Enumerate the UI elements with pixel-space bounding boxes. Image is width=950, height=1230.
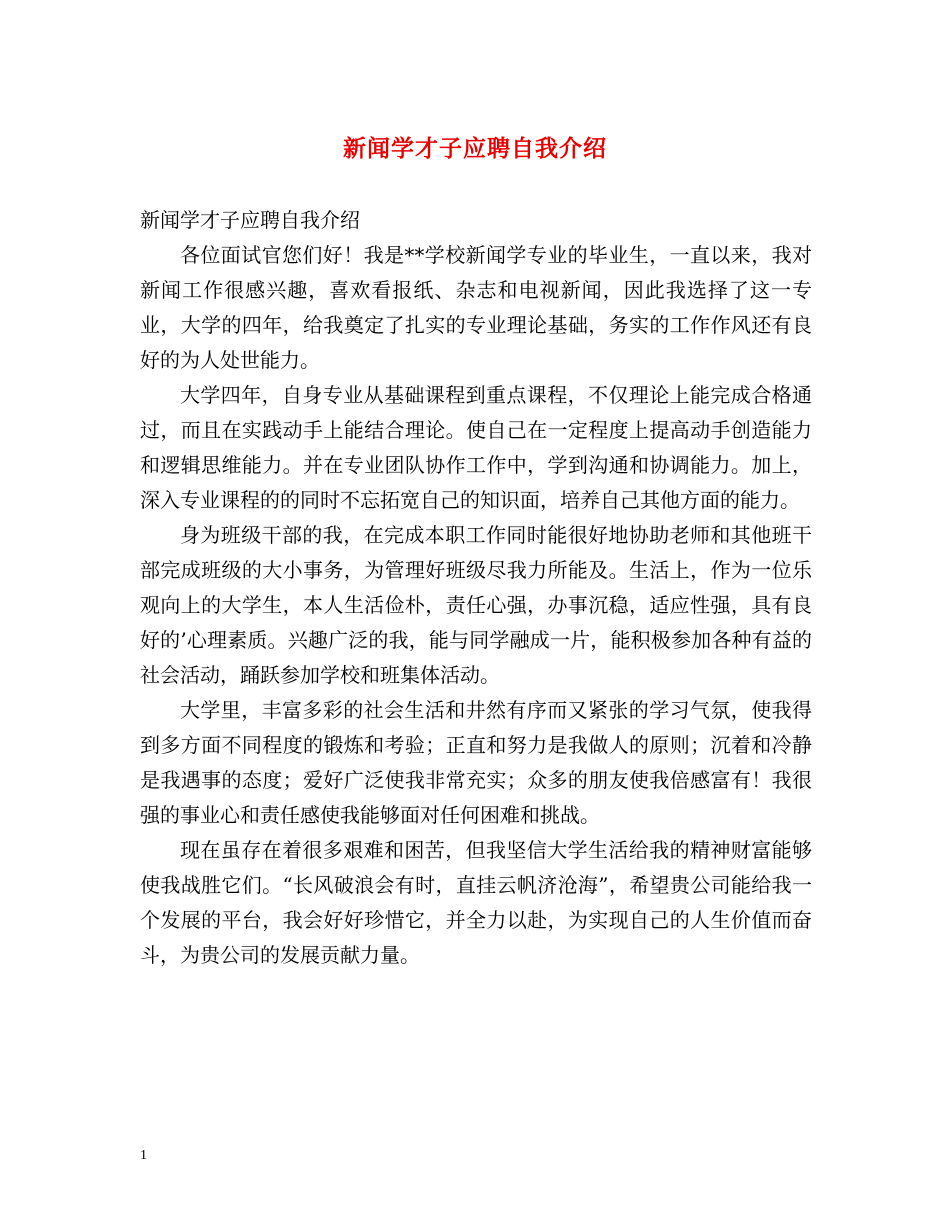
page-number: 1: [140, 1148, 147, 1163]
paragraph-5: 现在虽存在着很多艰难和困苦，但我坚信大学生活给我的精神财富能够使我战胜它们。“长风破浪会有时，直挂云帆济沧海”，希望贵公司能给我一个发展的平台，我会好好珍惜它，并全力以赴，为实现自己的人生价值而奋斗，为贵公司的发展贡献力量。: [140, 838, 812, 967]
paragraph-2: 大学四年，自身专业从基础课程到重点课程，不仅理论上能完成合格通过，而且在实践动手上能结合理论。使自己在一定程度上提高动手创造能力和逻辑思维能力。并在专业团队协作工作中，学到沟通和协调能力。加上，深入专业课程的的同时不忘拓宽自己的知识面，培养自己其他方面的能力。: [140, 383, 812, 512]
paragraph-1: 各位面试官您们好！我是**学校新闻学专业的毕业生，一直以来，我对新闻工作很感兴趣，喜欢看报纸、杂志和电视新闻，因此我选择了这一专业，大学的四年，给我奠定了扎实的专业理论基础，务实的工作作风还有良好的为人处世能力。: [140, 243, 812, 372]
document-title: 新闻学才子应聘自我介绍: [343, 135, 607, 162]
paragraph-3: 身为班级干部的我，在完成本职工作同时能很好地协助老师和其他班干部完成班级的大小事务，为管理好班级尽我力所能及。生活上，作为一位乐观向上的大学生，本人生活俭朴，责任心强，办事沉稳，适应性强，具有良好的’心理素质。兴趣广泛的我，能与同学融成一片，能积极参加各种有益的社会活动，踊跃参加学校和班集体活动。: [140, 523, 812, 687]
paragraph-subtitle: 新闻学才子应聘自我介绍: [140, 208, 360, 232]
paragraph-4: 大学里，丰富多彩的社会生活和井然有序而又紧张的学习气氛，使我得到多方面不同程度的锻炼和考验；正直和努力是我做人的原则；沉着和冷静是我遇事的态度；爱好广泛使我非常充实；众多的朋友使我倍感富有！我很强的事业心和责任感使我能够面对任何困难和挑战。: [140, 698, 812, 827]
document-body: [140, 203, 812, 973]
